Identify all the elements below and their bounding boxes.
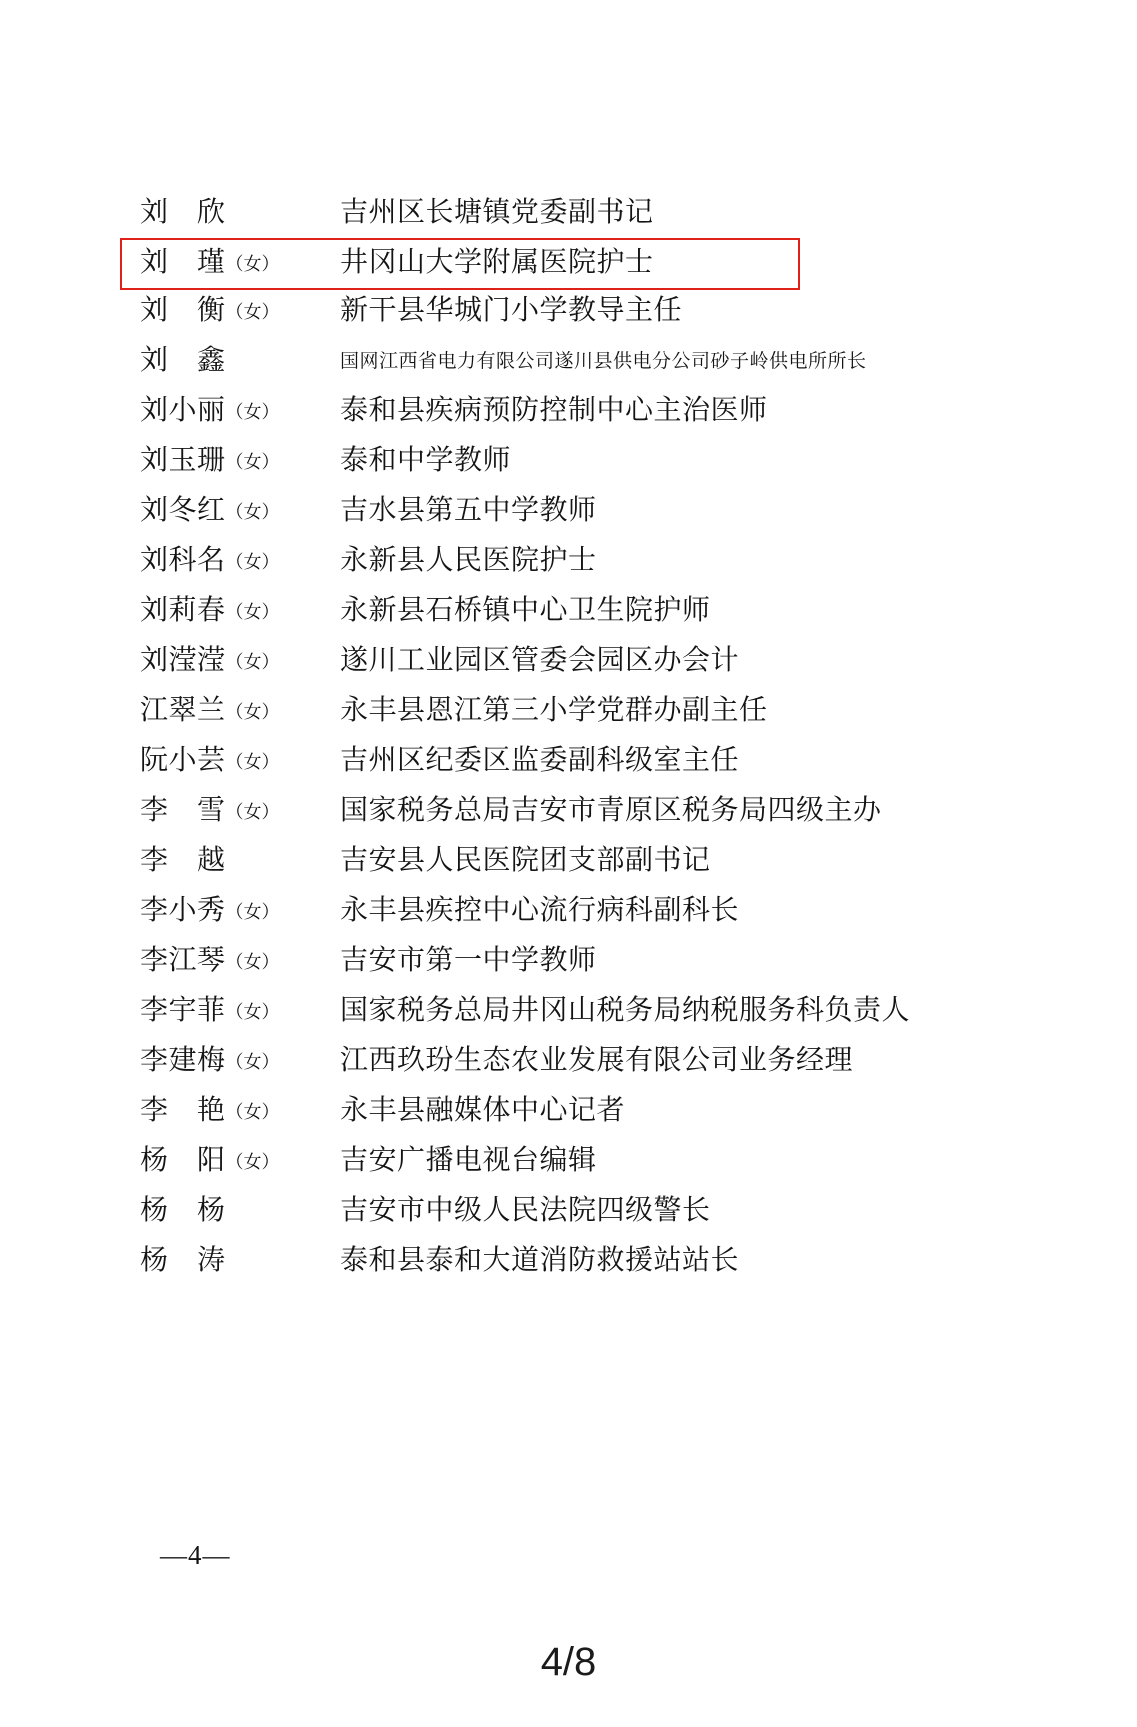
person-name	[140, 738, 340, 778]
list-item	[140, 688, 1000, 738]
gender-marker: （女）	[225, 652, 280, 672]
person-title: 吉安广播电视台编辑	[340, 1145, 597, 1176]
gender-marker: （女）	[225, 1152, 280, 1172]
list-item	[140, 738, 1000, 788]
person-name	[140, 588, 340, 628]
person-name	[140, 240, 340, 280]
person-title: 吉水县第五中学教师	[340, 495, 597, 526]
person-name-text: 刘滢滢	[140, 645, 226, 676]
gender-marker: （女）	[225, 1002, 280, 1022]
person-name-text: 刘冬红	[140, 495, 226, 526]
person-name	[140, 190, 340, 230]
gender-marker: （女）	[225, 552, 280, 572]
list-item	[140, 338, 1000, 388]
page-number-footer: —4—	[160, 1540, 231, 1570]
list-item	[140, 888, 1000, 938]
list-item	[140, 1238, 1000, 1288]
person-title: 遂川工业园区管委会园区办会计	[340, 645, 740, 676]
person-name	[140, 938, 340, 978]
person-title: 吉安市中级人民法院四级警长	[340, 1195, 711, 1226]
person-title: 泰和中学教师	[340, 445, 512, 476]
person-title: 永新县人民医院护士	[340, 545, 597, 576]
list-item	[140, 438, 1000, 488]
person-name-text: 刘 欣	[140, 197, 226, 228]
list-item	[122, 240, 798, 288]
gender-marker: （女）	[225, 302, 280, 322]
person-title: 吉州区长塘镇党委副书记	[340, 197, 654, 228]
person-title: 吉州区纪委区监委副科级室主任	[340, 745, 740, 776]
list-item	[140, 538, 1000, 588]
gender-marker: （女）	[225, 402, 280, 422]
person-name-text: 刘小丽	[140, 395, 226, 426]
gender-marker: （女）	[225, 452, 280, 472]
gender-marker: （女）	[225, 502, 280, 522]
person-title: 永丰县融媒体中心记者	[340, 1095, 626, 1126]
person-name	[140, 388, 340, 428]
person-name-text: 刘 瑾	[140, 247, 226, 278]
gender-marker: （女）	[225, 1102, 280, 1122]
gender-marker: （女）	[225, 952, 280, 972]
list-item	[140, 638, 1000, 688]
person-name-text: 刘 衡	[140, 295, 226, 326]
person-name-text: 李宇菲	[140, 995, 226, 1026]
page-indicator: 4/8	[540, 1640, 597, 1684]
person-name-text: 杨 杨	[140, 1195, 226, 1226]
person-name	[140, 1138, 340, 1178]
person-title: 吉安县人民医院团支部副书记	[340, 845, 711, 876]
gender-marker: （女）	[225, 752, 280, 772]
list-item	[140, 488, 1000, 538]
person-name	[140, 288, 340, 328]
list-item	[140, 190, 1000, 240]
person-name	[140, 1038, 340, 1078]
list-item	[140, 1138, 1000, 1188]
person-title: 泰和县疾病预防控制中心主治医师	[340, 395, 768, 426]
person-name-text: 刘玉珊	[140, 445, 226, 476]
person-name	[140, 438, 340, 478]
person-name-text: 江翠兰	[140, 695, 226, 726]
person-name	[140, 888, 340, 928]
person-name-text: 李 越	[140, 845, 226, 876]
list-item	[140, 788, 1000, 838]
gender-marker: （女）	[225, 802, 280, 822]
person-name	[140, 838, 340, 878]
list-item	[140, 938, 1000, 988]
person-title: 江西玖玢生态农业发展有限公司业务经理	[340, 1045, 854, 1076]
gender-marker: （女）	[225, 1052, 280, 1072]
name-list	[140, 190, 1000, 1288]
person-name	[140, 638, 340, 678]
gender-marker: （女）	[225, 902, 280, 922]
person-name-text: 阮小芸	[140, 745, 226, 776]
person-name-text: 刘莉春	[140, 595, 226, 626]
list-item	[140, 1188, 1000, 1238]
person-title: 国网江西省电力有限公司遂川县供电分公司砂子岭供电所所长	[340, 351, 867, 372]
person-name-text: 刘科名	[140, 545, 226, 576]
person-name-text: 李 雪	[140, 795, 226, 826]
person-name-text: 刘 鑫	[140, 345, 226, 376]
person-name	[140, 338, 340, 378]
person-name	[140, 688, 340, 728]
person-name	[140, 538, 340, 578]
list-item	[140, 988, 1000, 1038]
person-title: 国家税务总局井冈山税务局纳税服务科负责人	[340, 995, 911, 1026]
person-title: 永丰县恩江第三小学党群办副主任	[340, 695, 768, 726]
person-title: 国家税务总局吉安市青原区税务局四级主办	[340, 795, 882, 826]
person-name	[140, 988, 340, 1028]
list-item	[140, 1088, 1000, 1138]
gender-marker: （女）	[225, 702, 280, 722]
person-title: 井冈山大学附属医院护士	[340, 247, 654, 278]
gender-marker: （女）	[225, 602, 280, 622]
list-item	[140, 838, 1000, 888]
person-title: 新干县华城门小学教导主任	[340, 295, 683, 326]
person-name	[140, 488, 340, 528]
person-title: 泰和县泰和大道消防救援站站长	[340, 1245, 740, 1276]
person-title: 吉安市第一中学教师	[340, 945, 597, 976]
list-item	[140, 1038, 1000, 1088]
person-name-text: 李小秀	[140, 895, 226, 926]
person-name-text: 李建梅	[140, 1045, 226, 1076]
list-item	[140, 288, 1000, 338]
person-name-text: 李江琴	[140, 945, 226, 976]
list-item	[140, 388, 1000, 438]
person-title: 永丰县疾控中心流行病科副科长	[340, 895, 740, 926]
gender-marker: （女）	[225, 254, 280, 274]
person-name	[140, 788, 340, 828]
list-item	[140, 588, 1000, 638]
person-name	[140, 1088, 340, 1128]
person-name	[140, 1188, 340, 1228]
person-name-text: 杨 涛	[140, 1245, 226, 1276]
person-name	[140, 1238, 340, 1278]
person-name-text: 李 艳	[140, 1095, 226, 1126]
person-title: 永新县石桥镇中心卫生院护师	[340, 595, 711, 626]
person-name-text: 杨 阳	[140, 1145, 226, 1176]
